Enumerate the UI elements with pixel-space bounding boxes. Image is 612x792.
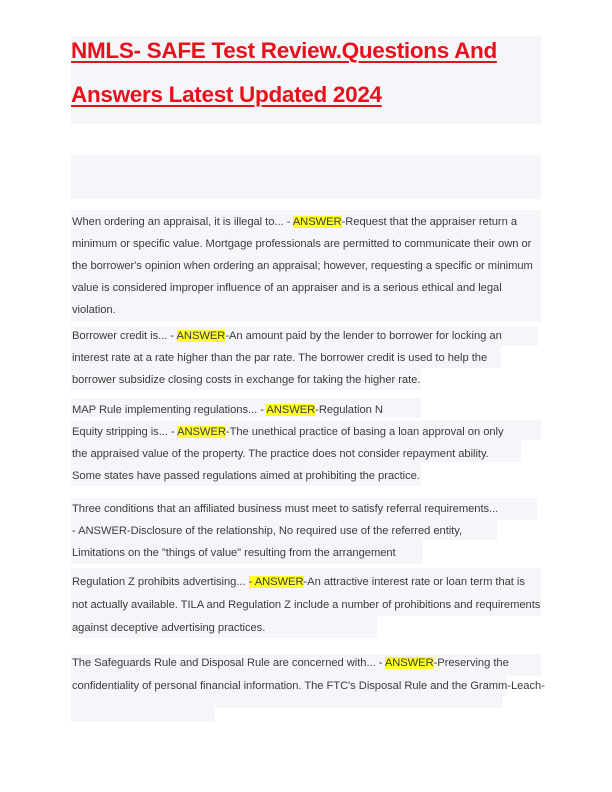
question-text: Equity stripping is... - bbox=[72, 426, 178, 438]
answer-line: value is considered improper influence of an appraiser and is a serious ethical and legal bbox=[72, 282, 502, 294]
answer-line: Some states have passed regulations aimed at prohibiting the practice. bbox=[72, 470, 420, 482]
qa-line bbox=[72, 215, 517, 229]
question-text: Regulation Z prohibits advertising... bbox=[72, 576, 249, 588]
answer-marker: ANSWER bbox=[384, 657, 434, 669]
answer-line: the borrower's opinion when ordering an appraisal; however, requesting a specific or minimum bbox=[72, 260, 533, 272]
answer-line: borrower subsidize closing costs in exchange for taking the higher rate. bbox=[72, 374, 421, 386]
answer-marker: ANSWER bbox=[176, 330, 226, 342]
answer-line: minimum or specific value. Mortgage professionals are permitted to communicate their own or bbox=[72, 238, 532, 250]
answer-line: confidentiality of personal financial information. The FTC's Disposal Rule and the Gramm-Leach- bbox=[72, 680, 545, 692]
answer-line: the appraised value of the property. The practice does not consider repayment ability. bbox=[72, 448, 489, 460]
blank-shaded-block bbox=[71, 155, 541, 199]
answer-marker: ANSWER bbox=[266, 404, 316, 416]
qa-line bbox=[72, 575, 525, 589]
question-text: Borrower credit is... - bbox=[72, 330, 177, 342]
document-title-line-1: NMLS- SAFE Test Review.Questions And bbox=[71, 38, 497, 63]
answer-marker: ANSWER bbox=[292, 216, 342, 228]
answer-text: -Request that the appraiser return a bbox=[341, 216, 517, 228]
question-text: MAP Rule implementing regulations... - bbox=[72, 404, 267, 416]
question-text: When ordering an appraisal, it is illegal to... - bbox=[72, 216, 293, 228]
answer-line: Limitations on the "things of value" resulting from the arrangement bbox=[72, 547, 396, 559]
document-title-line-2: Answers Latest Updated 2024 bbox=[71, 82, 382, 107]
answer-text: -The unethical practice of basing a loan approval on only bbox=[225, 426, 504, 438]
qa-line bbox=[72, 329, 502, 343]
title-block bbox=[71, 36, 541, 124]
answer-line: violation. bbox=[72, 304, 116, 316]
shade-qa-7d bbox=[71, 708, 215, 722]
answer-text: -An amount paid by the lender to borrower for locking an bbox=[225, 330, 502, 342]
answer-line: against deceptive advertising practices. bbox=[72, 622, 266, 634]
qa-line bbox=[72, 403, 383, 417]
answer-marker: ANSWER bbox=[177, 426, 226, 438]
qa-line bbox=[72, 656, 509, 670]
answer-line: - ANSWER-Disclosure of the relationship, No required use of the referred entity, bbox=[72, 525, 463, 537]
answer-line: interest rate at a rate higher than the par rate. The borrower credit is used to help the bbox=[72, 352, 488, 364]
answer-marker: - ANSWER bbox=[248, 576, 304, 588]
question-text: The Safeguards Rule and Disposal Rule are concerned with... - bbox=[72, 657, 385, 669]
answer-text: -Regulation N bbox=[315, 404, 383, 416]
answer-line: not actually available. TILA and Regulation Z include a number of prohibitions and requirements bbox=[72, 599, 541, 611]
qa-line bbox=[72, 425, 504, 439]
shade-qa-7c bbox=[71, 696, 503, 708]
question-line: Three conditions that an affiliated business must meet to satisfy referral requirements... bbox=[72, 503, 499, 515]
answer-text: -An attractive interest rate or loan term that is bbox=[303, 576, 525, 588]
answer-text: -Preserving the bbox=[433, 657, 509, 669]
